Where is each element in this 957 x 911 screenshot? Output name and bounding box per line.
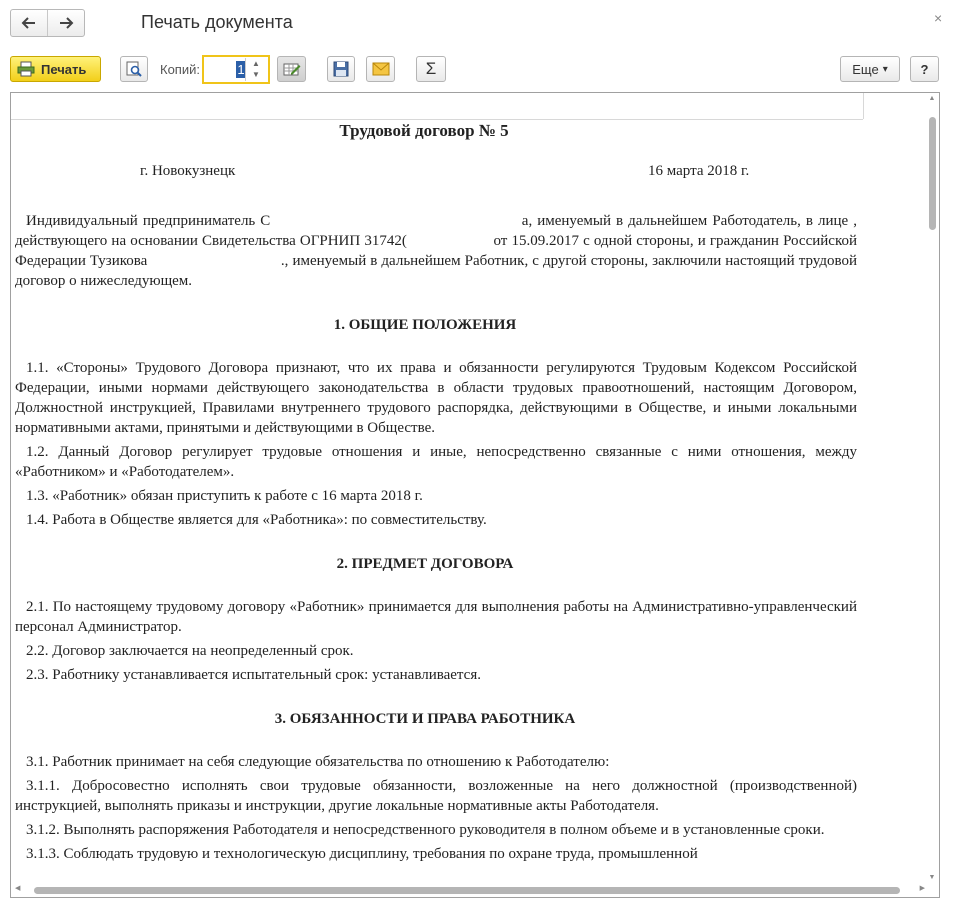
document-city: г. Новокузнецк <box>140 163 236 179</box>
paragraph: 1.2. Данный Договор регулирует трудовые отношения и иные, непосредственно связанные с ними отношения, между «Работником» и «Работодателем». <box>15 444 857 480</box>
copies-input[interactable] <box>202 55 270 84</box>
arrow-right-icon <box>58 16 74 30</box>
paragraph: 2.1. По настоящему трудовому договору «Работник» принимается для выполнения работы на Административно-управленческий персонал Администратор. <box>15 599 857 635</box>
vertical-scroll-thumb[interactable] <box>929 117 936 230</box>
edit-button[interactable] <box>277 56 306 82</box>
more-button[interactable] <box>840 56 900 82</box>
paragraph: 3.1.2. Выполнять распоряжения Работодателя и непосредственного руководителя в полном объеме и в установленные сроки. <box>26 822 825 838</box>
help-button[interactable]: ? <box>910 56 939 82</box>
document-viewer[interactable] <box>10 92 940 898</box>
paragraph: 3.1. Работник принимает на себя следующие обязательства по отношению к Работодателю: <box>26 754 610 770</box>
floppy-disk-icon <box>333 61 349 77</box>
document-intro: Индивидуальный предприниматель С а, именуемый в дальнейшем Работодатель, в лице , действующего на основании Свидетельства ОГРНИП 31742( от 15.09.2017 с одной стороны, и гражданин Российской Федерации Тузикова ., именуемый в дальнейшем Работник, с другой стороны, заключили настоящий трудовой договор о нижеследующем. <box>15 213 861 289</box>
print-button-label: Печать <box>41 61 87 77</box>
arrow-left-icon <box>21 16 37 30</box>
preview-magnifier-icon <box>126 61 142 77</box>
horizontal-scroll-thumb[interactable] <box>34 887 900 894</box>
sigma-icon: Σ <box>425 59 437 78</box>
copies-value: 1 <box>237 62 245 77</box>
vertical-scrollbar[interactable] <box>926 95 938 881</box>
paragraph: 1.1. «Стороны» Трудового Договора признают, что их права и обязанности регулируются Трудовым Кодексом Российской Федерации, иными нормами действующего законодательства в области трудовых правоотношений, настоящим Договором, Должностной инструкцией, Правилами внутреннего трудового распорядка, действующими в Обществе, и иными локальными нормативными актами, принятыми и действующими в Обществе. <box>15 360 857 436</box>
horizontal-scrollbar[interactable] <box>11 884 927 896</box>
copies-label: Копий: <box>160 62 200 77</box>
page-border-right <box>863 93 864 119</box>
preview-button[interactable] <box>120 56 148 82</box>
close-icon[interactable]: × <box>934 10 943 26</box>
paragraph: 1.3. «Работник» обязан приступить к работе с 16 марта 2018 г. <box>26 488 423 504</box>
forward-button[interactable] <box>47 10 84 36</box>
scroll-up-icon[interactable]: ▲ <box>928 95 936 102</box>
scroll-left-icon[interactable]: ◀ <box>15 885 21 892</box>
copies-spinner[interactable]: ▲ ▼ <box>245 58 266 81</box>
scroll-down-icon[interactable]: ▼ <box>928 874 936 881</box>
section-heading: 3. ОБЯЗАННОСТИ И ПРАВА РАБОТНИКА <box>274 711 576 727</box>
envelope-icon <box>372 62 390 76</box>
chevron-down-icon: ▾ <box>882 63 888 75</box>
place-date-row <box>15 161 857 181</box>
print-button[interactable] <box>10 56 101 82</box>
document-title: Трудовой договор № 5 <box>339 121 509 140</box>
paragraph: 2.3. Работнику устанавливается испытательный срок: устанавливается. <box>26 667 481 683</box>
more-button-label: Еще <box>852 61 879 77</box>
send-email-button[interactable] <box>366 56 395 82</box>
section-heading: 1. ОБЩИЕ ПОЛОЖЕНИЯ <box>333 317 517 333</box>
back-button[interactable] <box>11 10 47 36</box>
paragraph: 3.1.1. Добросовестно исполнять свои трудовые обязанности, возложенные на него должностной (производственной) инструкцией, выполнять приказы и инструкции, другие локальные нормативные акты Работодателя. <box>15 778 857 814</box>
paragraph: 2.2. Договор заключается на неопределенный срок. <box>26 643 354 659</box>
window-title: Печать документа <box>141 12 293 32</box>
save-button[interactable] <box>327 56 355 82</box>
navigation-buttons <box>10 9 85 37</box>
edit-table-icon <box>283 61 301 77</box>
paragraph: 1.4. Работа в Обществе является для «Работника»: по совместительству. <box>26 512 487 528</box>
printer-icon <box>17 61 35 77</box>
sum-button[interactable] <box>416 56 446 82</box>
section-heading: 2. ПРЕДМЕТ ДОГОВОРА <box>336 556 514 572</box>
paragraph: 3.1.3. Соблюдать трудовую и технологическую дисциплину, требования по охране труда, промышленной <box>26 846 698 862</box>
scroll-right-icon[interactable]: ▶ <box>919 885 925 892</box>
document-date: 16 марта 2018 г. <box>648 163 750 179</box>
document-content <box>15 118 861 864</box>
